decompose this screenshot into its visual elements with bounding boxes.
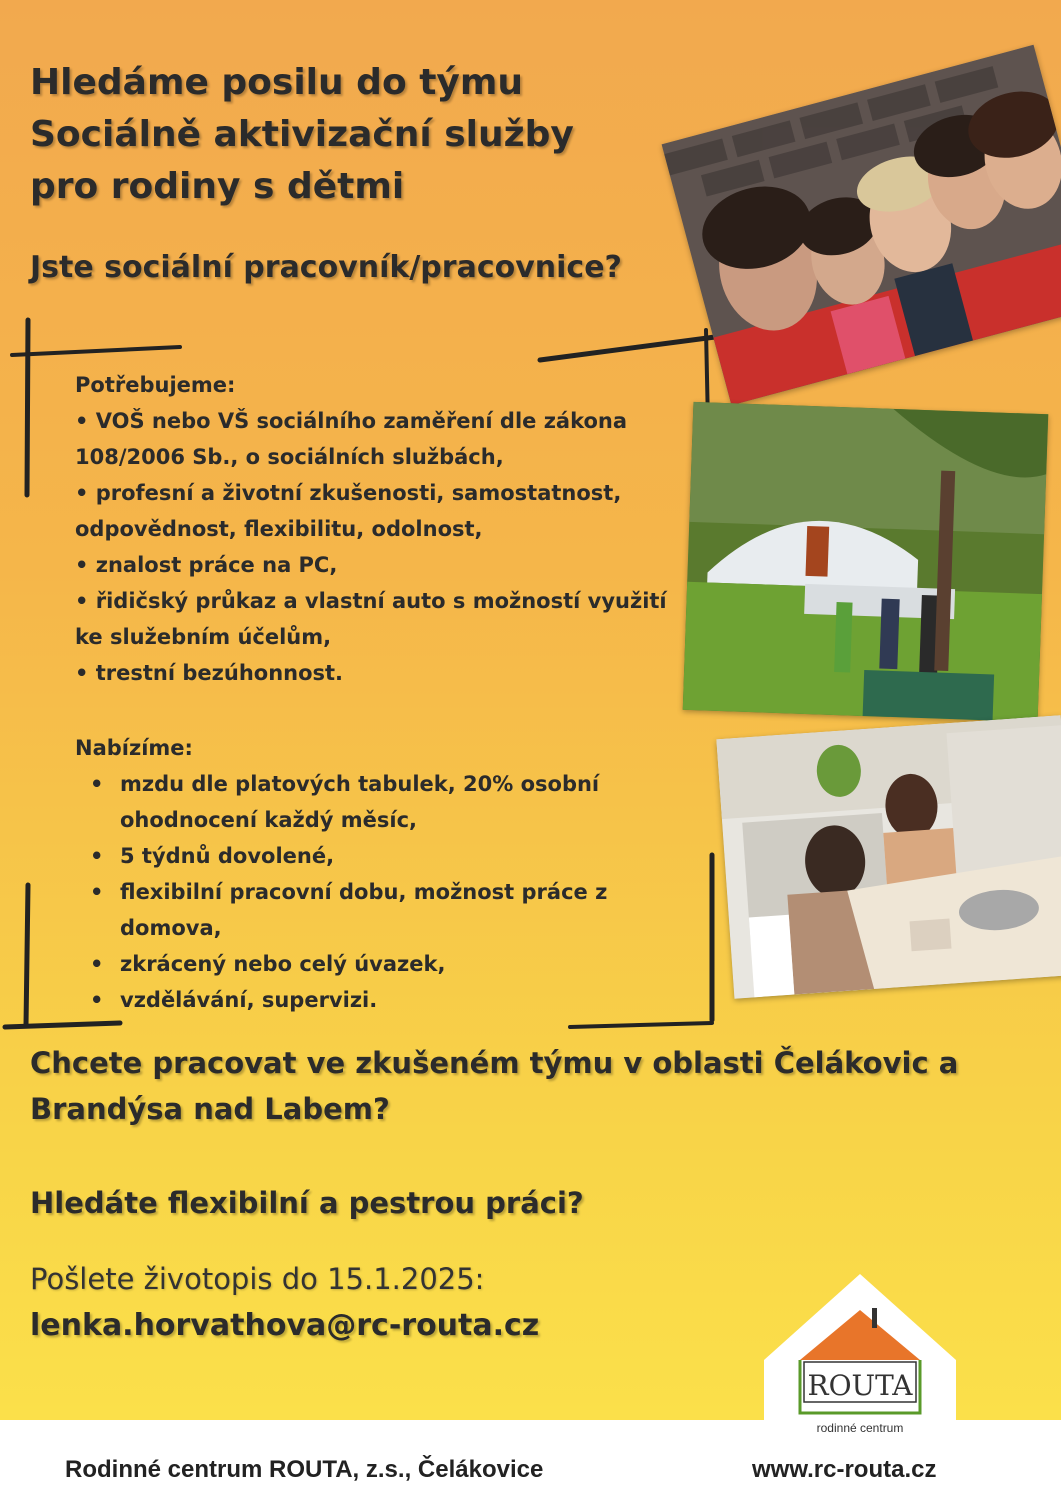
garden-photo: [683, 402, 1049, 722]
offer-item: • zkrácený nebo celý úvazek,: [120, 946, 690, 982]
logo-subtitle: rodinné centrum: [816, 1421, 904, 1435]
offers-section: [75, 730, 690, 1018]
title-line-1: Hledáme posilu do týmu: [30, 62, 524, 103]
team-question: Chcete pracovat ve zkušeném týmu v oblasti Čelákovic a Brandýsa nad Labem?: [30, 1046, 959, 1126]
title-line-3: pro rodiny s dětmi: [30, 166, 405, 207]
footer-website[interactable]: www.rc-routa.cz: [752, 1456, 937, 1483]
need-item: • znalost práce na PC,: [75, 553, 338, 577]
offer-item: • flexibilní pracovní dobu, možnost práce z domova,: [120, 874, 690, 946]
title-line-2: Sociálně aktivizační služby: [30, 114, 574, 155]
need-item: • profesní a životní zkušenosti, samostatnost, odpovědnost, flexibilitu, odolnost,: [75, 481, 622, 541]
needs-section: [75, 367, 690, 691]
offer-item: • mzdu dle platových tabulek, 20% osobní ohodnocení každý měsíc,: [120, 766, 690, 838]
page-title: [30, 57, 670, 213]
team-photo: [662, 45, 1061, 405]
offers-heading: Nabízíme:: [75, 736, 193, 760]
offer-item: • vzdělávání, supervizi.: [120, 982, 690, 1018]
needs-heading: Potřebujeme:: [75, 373, 236, 397]
footer-organization: Rodinné centrum ROUTA, z.s., Čelákovice: [65, 1456, 544, 1483]
logo-name: ROUTA: [807, 1369, 913, 1402]
cv-prompt: Pošlete životopis do 15.1.2025:: [30, 1262, 485, 1296]
offer-item: • 5 týdnů dovolené,: [120, 838, 690, 874]
office-photo: [716, 715, 1061, 998]
social-worker-question: Jste sociální pracovník/pracovnice?: [30, 250, 622, 285]
need-item: • řidičský průkaz a vlastní auto s možností využití ke služebním účelům,: [75, 589, 667, 649]
need-item: • VOŠ nebo VŠ sociálního zaměření dle zákona 108/2006 Sb., o sociálních službách,: [75, 409, 628, 469]
contact-email[interactable]: lenka.horvathova@rc-routa.cz: [30, 1308, 540, 1343]
routa-logo: [760, 1270, 960, 1460]
flexible-question: Hledáte flexibilní a pestrou práci?: [30, 1186, 584, 1220]
need-item: • trestní bezúhonnost.: [75, 661, 344, 685]
offers-list: [75, 766, 690, 1018]
